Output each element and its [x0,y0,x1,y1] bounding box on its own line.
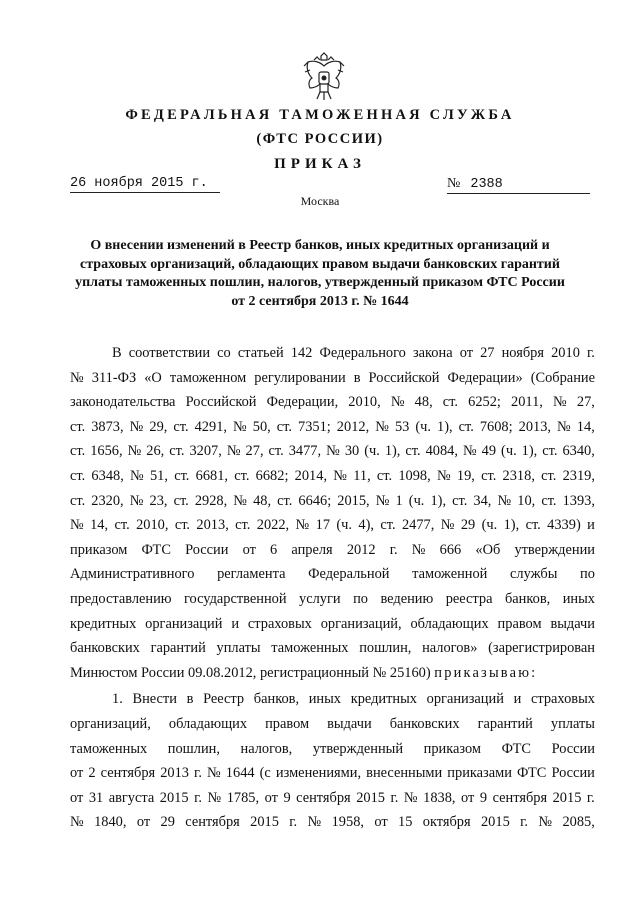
word: 48, [414,394,433,411]
word: 27, [576,394,595,411]
text-line [70,464,595,489]
text-line [70,415,595,440]
order-word: приказываю: [434,664,538,681]
word: № [436,467,451,484]
word: ст. [173,418,189,435]
word: и [231,615,240,632]
word: приказом [70,541,128,558]
word: ст. [277,492,293,509]
word: Внести [132,691,177,708]
number-prefix: № [447,176,461,191]
text-line [70,636,595,661]
word: 53 [394,418,410,435]
word: 2022, [256,517,290,534]
word: ст. [235,517,251,534]
word: кредитных [350,691,417,708]
word: ФТС [501,740,531,757]
word: № [538,814,553,831]
document-type: ПРИКАЗ [274,156,366,172]
word: 34, [473,492,492,509]
word: (Собрание [530,369,595,386]
word: и [587,517,595,534]
word: 17 [315,517,331,534]
word: 2010, [348,394,381,411]
text-line [70,390,595,415]
word: организаций [145,615,223,632]
word: ст. [541,467,557,484]
word: ст. [458,418,474,435]
word: г. [390,789,399,806]
word: гарантий [477,715,533,732]
word: № [403,789,418,806]
word: г. [587,345,595,361]
word: г. [520,814,529,831]
word: изменениями, [275,765,362,782]
title-line: от 2 сентября 2013 г. № 1644 [231,293,409,309]
word: № [130,467,144,484]
word: таможенном [169,369,247,386]
word: 2015 [356,789,385,806]
title-line: О внесении изменений в Реестр банков, иных кредитных организаций и [90,238,550,253]
word: таможенных [271,640,349,657]
word: 1), [437,418,453,435]
word: ст. [173,492,189,509]
word: 6340, [562,443,595,460]
word: банков, [504,590,551,607]
word: России [185,541,229,558]
word: сентября [492,789,548,806]
word: реестра [445,590,493,607]
word: 1644 [225,765,255,782]
word: страховых [531,691,595,708]
word: № [462,443,477,460]
word: регулировании [254,369,346,386]
word: 48, [253,492,272,509]
word: ст. [70,443,86,460]
text-line [70,687,595,712]
word: октября [422,814,471,831]
word: ноября [501,345,544,361]
document-title [60,237,580,311]
word: ст. [276,418,292,435]
word: закона [412,345,453,361]
word: правом [497,615,542,632]
word: обладающих [168,715,248,732]
word: 27 [480,345,495,361]
word: 6682; [255,467,289,484]
word: 142 [290,345,313,361]
word: г. [194,765,202,782]
word: Российской [368,369,440,386]
word: (с [259,765,271,782]
word: утвержденный [312,740,404,757]
word: ст. [376,467,393,484]
word: 1), [521,443,538,460]
word: № [497,492,512,509]
word: организаций, [320,615,402,632]
word: уплаты [550,715,595,732]
word: № [127,443,142,460]
word: банков, [253,691,300,708]
agency-short-name: (ФТС РОССИИ) [256,131,384,147]
word: № [233,418,247,435]
word: службы [510,566,558,583]
word: Федерации» [447,369,523,386]
word: (ч. [408,492,425,509]
word: 7608; [479,418,513,435]
word: 1), [384,443,401,460]
word: (ч. [364,443,380,460]
word: августа [108,789,155,806]
word: 2012, [336,418,370,435]
word: ст. [452,492,468,509]
word: организаций [426,691,504,708]
word: страховых [247,615,312,632]
text-line [70,810,595,835]
text-line [70,661,595,686]
word: «О [144,369,162,386]
word: пошлин, [167,740,220,757]
word: ст. [114,517,130,534]
word: по [353,590,368,607]
word: ст. [174,467,190,484]
word: от [242,541,256,558]
text-line [70,737,595,762]
word: № [440,517,455,534]
word: (ч. [415,418,431,435]
word: 2014, [294,467,328,484]
word: приказом [423,740,482,757]
word: № [207,789,222,806]
word: 1 [395,492,403,509]
word: Федеральной [308,566,390,583]
word: № [333,467,347,484]
word: 49 [481,443,497,460]
word: № [70,814,84,831]
word: приказами [447,765,512,782]
word: услуги [299,590,341,607]
word: ст. [541,492,557,509]
text-line [70,366,595,391]
word: ФТС [141,541,171,558]
word: России [551,740,595,757]
word: 2013, [518,418,552,435]
word: банковских [389,715,460,732]
word: 1958, [331,814,364,831]
word: в [186,691,194,708]
word: № [411,541,426,558]
text-line [70,439,595,464]
word: г. [586,789,595,806]
word: гарантий [150,640,206,657]
word: 1656, [90,443,123,460]
word: от [461,789,475,806]
word: ст. [169,443,185,460]
word: 7351; [298,418,331,435]
word: 19, [456,467,475,484]
word: 4084, [425,443,458,460]
word: соответствии [128,345,211,361]
word: 1393, [562,492,595,509]
word: № [207,765,221,782]
word: (ч. [336,517,353,534]
text-line [70,612,595,637]
word: № [70,369,84,386]
word: 6348, [91,467,124,484]
word: ст. [70,467,86,484]
word: № [553,394,567,411]
word: В [112,345,122,361]
word: 11, [353,467,371,484]
word: 29 [460,517,476,534]
word: уплаты [216,640,261,657]
word: 6252; [468,394,501,411]
word: 3873, [91,418,124,435]
word: от [70,765,84,782]
word: ст. [525,517,541,534]
document-number-field [447,176,590,194]
word: 1), [430,492,447,509]
word: и [513,691,522,708]
word: от [136,814,151,831]
word: ст. [542,443,558,460]
word: Федерации, [266,394,339,411]
word: № [390,394,405,411]
paragraph-2 [70,687,595,835]
word: 14, [90,517,109,534]
word: апреля [291,541,333,558]
word: № [375,492,390,509]
word: ст. [405,443,421,460]
word: налогов, [240,740,293,757]
word: 10, [517,492,536,509]
word: таможенной [412,566,488,583]
word: № [129,492,144,509]
word: № [129,418,144,435]
word: 666 [439,541,462,558]
word: обладающих [410,615,489,632]
word: государственной [184,590,287,607]
word: 2010 [551,345,580,361]
word: России [551,765,595,782]
word: 2928, [194,492,228,509]
word: Реестр [203,691,245,708]
word: иных [308,691,342,708]
word: № [295,517,310,534]
word: ведению [380,590,434,607]
coat-of-arms-icon [300,52,348,102]
city: Москва [300,194,340,208]
word: организаций, [70,715,151,732]
text-line [70,341,595,366]
word: 1098, [398,467,431,484]
word: Административного [70,566,195,583]
word: 2015 [552,789,582,806]
word: сентября [100,765,156,782]
word: 4), [358,517,374,534]
word: 9 [283,789,291,806]
word: г. [389,541,398,558]
text-line [70,587,595,612]
text-line [70,513,595,538]
word: 2318, [502,467,535,484]
word: 2015 [250,814,279,831]
title-line: страховых организаций, обладающих правом выдачи банковских гарантий [80,256,560,272]
word: 6681, [195,467,229,484]
word: законодательства [70,394,176,411]
word: банковских [70,640,140,657]
word: таможенных [70,740,148,757]
word: 4291, [194,418,227,435]
word: 23, [149,492,168,509]
word: 2012 [346,541,376,558]
word: 2013, [196,517,229,534]
word: 27, [245,443,264,460]
agency-name: ФЕДЕРАЛЬНАЯ ТАМОЖЕННАЯ СЛУЖБА [125,107,515,123]
word: ст. [481,467,497,484]
paragraph-1-last-text: Минюстом России 09.08.2012, регистрационный № 25160) [70,664,431,681]
word: правом [265,715,310,732]
word: 26, [146,443,165,460]
word: от [70,789,84,806]
word: статьей [237,345,284,361]
word: со [217,345,231,361]
word: ст. [380,517,396,534]
text-line [70,761,595,786]
word: утверждении [514,541,595,558]
word: № [233,492,248,509]
word: 2320, [91,492,124,509]
word: 6 [270,541,278,558]
word: 2015 [159,789,189,806]
word: № [226,443,241,460]
word: выдачи [327,715,372,732]
word: 2010, [136,517,169,534]
document-number: 2388 [470,177,503,192]
word: сентября [296,789,351,806]
word: 4339) [547,517,581,534]
word: ст. [70,492,86,509]
word: г. [194,789,202,806]
word: 1840, [94,814,127,831]
word: 2015, [337,492,370,509]
word: пошлин, [359,640,412,657]
word: 1. [112,691,123,708]
word: (зарегистрирован [488,640,595,657]
word: по [580,566,595,583]
word: (ч. [501,443,517,460]
word: 311-ФЗ [91,369,137,386]
word: внесенными [366,765,443,782]
text-line [70,538,595,563]
word: 1838, [423,789,456,806]
document-date: 26 ноября 2015 г. [70,176,220,193]
word: от [374,814,388,831]
word: 29 [160,814,175,831]
text-line [70,786,595,811]
word: 30 [344,443,360,460]
paragraph-1 [70,341,595,685]
word: «Об [475,541,501,558]
word: регламента [217,566,286,583]
word: № [70,517,84,534]
word: ст. [70,418,86,435]
word: ст. [234,467,250,484]
word: 51, [149,467,168,484]
text-line [70,562,595,587]
word: предоставлению [70,590,172,607]
word: ст. [174,517,191,534]
word: № [307,814,322,831]
word: 2011, [511,394,543,411]
word: Российской [185,394,257,411]
word: № [375,418,389,435]
word: 31 [88,789,104,806]
word: 15 [398,814,413,831]
title-line: уплаты таможенных пошлин, налогов, утвержденный приказом ФТС России [75,275,565,290]
word: 2477, [401,517,435,534]
word: (ч. [481,517,498,534]
document-body [70,341,595,835]
word: налогов» [422,640,478,657]
word: 2085, [562,814,595,831]
text-line [70,489,595,514]
word: 9 [479,789,488,806]
word: 1785, [226,789,260,806]
word: № [326,443,340,460]
word: 3207, [189,443,222,460]
word: 2013 [160,765,189,782]
word: ФТС [517,765,547,782]
word: 2015 [480,814,510,831]
word: 50, [252,418,271,435]
word: 2 [88,765,96,782]
word: ст. [442,394,458,411]
word: от [459,345,473,361]
word: г. [289,814,298,831]
word: № [557,418,571,435]
word: 3477, [288,443,322,460]
word: от [264,789,278,806]
word: в [353,369,361,386]
word: Федерального [319,345,406,361]
text-line [70,712,595,737]
word: сентября [185,814,240,831]
word: 14, [576,418,595,435]
word: кредитных [70,615,137,632]
word: выдачи [550,615,595,632]
word: ст. [268,443,284,460]
word: 29, [149,418,168,435]
word: иных [562,590,595,607]
word: 2319, [562,467,595,484]
word: 1), [503,517,520,534]
word: 6646; [298,492,332,509]
